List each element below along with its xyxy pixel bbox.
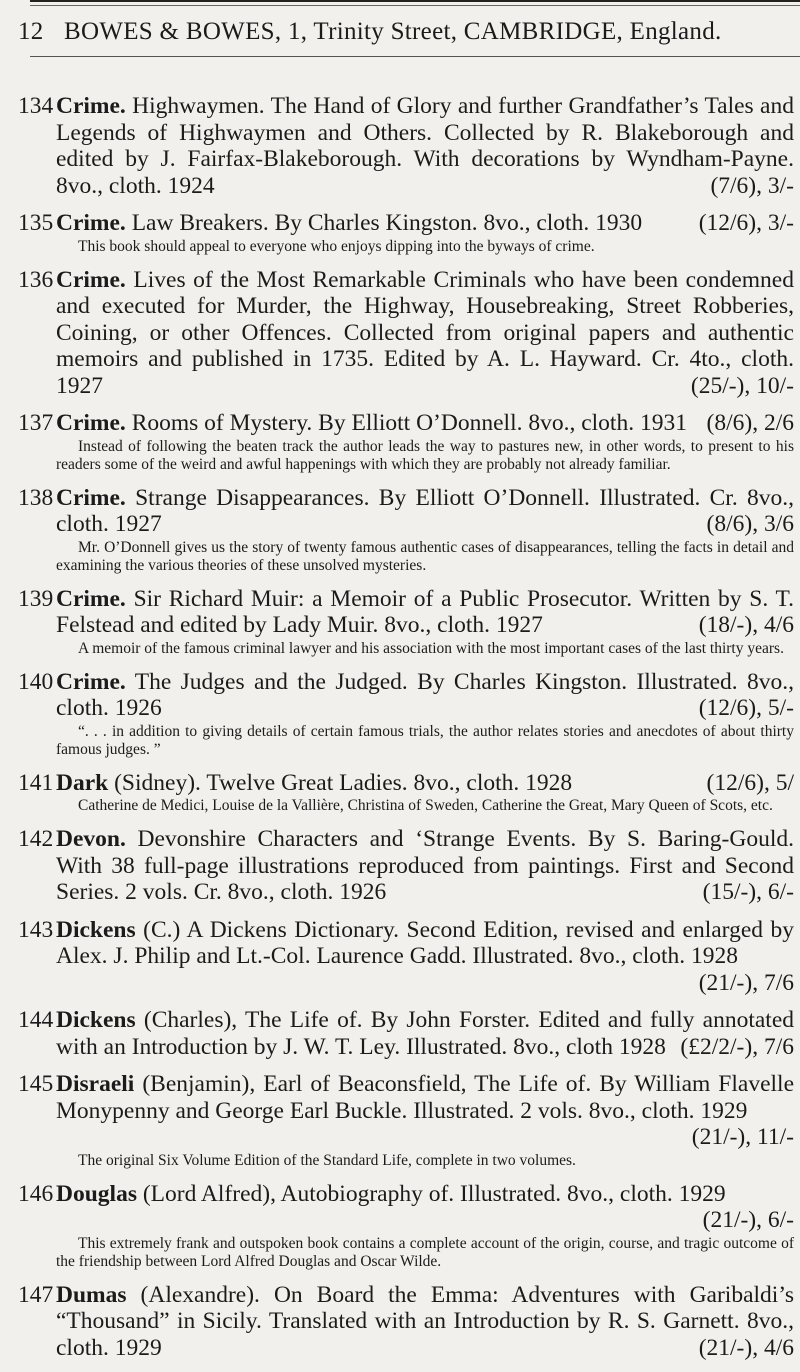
entry-heading: Crime. <box>56 484 126 511</box>
entry-heading: Dumas <box>56 1281 127 1308</box>
entry-description: (C.) A Dickens Dictionary. Second Edition, revised and enlarged by Alex. J. Philip and Lt.-Col. Laurence Gadd. Illustrated. 8vo., cloth. 1928 <box>56 916 794 969</box>
entry-description: (Sidney). Twelve Great Ladies. 8vo., cloth. 1928 <box>114 769 573 796</box>
catalogue-entry <box>18 770 794 816</box>
page-header <box>18 18 788 46</box>
entry-price: (18/-), 4/6 <box>698 612 794 638</box>
entry-number: 140 <box>18 668 54 695</box>
entry-description: Lives of the Most Remarkable Criminals who have been condemned and executed for Murder, the Highway, Housebreaking, Street Robberies, Coining, or other Offences. Collected from original papers and authentic memoirs and published in 1735. Edited by A. L. Hayward. Cr. 4to., cloth. 1927 <box>56 266 794 399</box>
entry-description: Devonshire Characters and ‘Strange Events. By S. Baring-Gould. With 38 full-page illustrations reproduced from paintings. First and Second Series. 2 vols. Cr. 8vo., cloth. 1926 <box>56 826 794 905</box>
entry-price: (7/6), 3/- <box>710 172 794 199</box>
entry-price: (8/6), 2/6 <box>706 410 794 436</box>
entry-description: Rooms of Mystery. By Elliott O’Donnell. 8vo., cloth. 1931 <box>131 410 687 436</box>
entry-number: 135 <box>18 210 54 236</box>
entry-number: 141 <box>18 769 54 796</box>
entry-number: 144 <box>18 1007 54 1033</box>
entry-price: (12/6), 5/- <box>698 695 794 721</box>
entry-heading: Devon. <box>56 826 126 852</box>
entry-note: This extremely frank and outspoken book contains a complete account of the origin, course, and tragic outcome of the friendship between Lord Alfred Douglas and Oscar Wilde. <box>56 1234 794 1270</box>
entry-heading: Crime. <box>56 266 126 293</box>
entry-note: Instead of following the beaten track the author leads the way to pastures new, in other words, to present to his readers some of the weird and awful happenings with which they are probably not already familiar. <box>56 437 794 473</box>
entry-number: 136 <box>18 266 54 293</box>
entry-description: (Alexandre). On Board the Emma: Adventures with Garibaldi’s “Thousand” in Sicily. Translated with an Introduction by R. S. Garnett. 8vo., cloth. 1929 <box>56 1281 794 1361</box>
entry-number: 147 <box>18 1281 54 1308</box>
entry-number: 146 <box>18 1180 54 1207</box>
catalogue-entry <box>18 485 794 575</box>
entry-price: (21/-), 11/- <box>691 1124 794 1150</box>
catalogue-entry <box>18 917 794 997</box>
entry-note: “. . . in addition to giving details of certain famous trials, the author relates stories and anecdotes of about thirty famous judges. ” <box>56 722 794 758</box>
entry-description: Law Breakers. By Charles Kingston. 8vo., cloth. 1930 <box>131 210 643 236</box>
catalogue-entry <box>18 669 794 759</box>
entry-heading: Crime. <box>56 585 126 612</box>
catalogue-entry <box>18 826 794 906</box>
entry-description: (Lord Alfred), Autobiography of. Illustrated. 8vo., cloth. 1929 <box>142 1180 726 1207</box>
entry-price: (12/6), 5/ <box>706 769 794 796</box>
entry-note: Mr. O’Donnell gives us the story of twenty famous authentic cases of disappearances, telling the facts in detail and examining the various theories of these unsolved mysteries. <box>56 538 794 574</box>
entry-description: Sir Richard Muir: a Memoir of a Public Prosecutor. Written by S. T. Felstead and edited by Lady Muir. 8vo., cloth. 1927 <box>56 585 795 638</box>
entry-heading: Dark <box>56 769 109 796</box>
entry-price: (8/6), 3/6 <box>706 511 794 537</box>
entry-heading: Crime. <box>56 210 126 236</box>
entry-number: 145 <box>18 1071 54 1097</box>
publisher-line: BOWES & BOWES, 1, Trinity Street, CAMBRIDGE, England. <box>64 18 722 45</box>
entry-number: 137 <box>18 410 54 436</box>
entry-heading: Dickens <box>56 916 136 943</box>
header-rule <box>30 56 800 57</box>
catalogue-entry <box>18 1071 794 1170</box>
entry-note: The original Six Volume Edition of the Standard Life, complete in two volumes. <box>78 1151 576 1169</box>
entry-number: 139 <box>18 585 54 612</box>
catalogue-entry <box>18 1007 794 1060</box>
entry-number: 142 <box>18 826 54 852</box>
entry-heading: Crime. <box>56 410 126 436</box>
entry-note: Catherine de Medici, Louise de la Vallière, Christina of Sweden, Catherine the Great, Mary Queen of Scots, etc. <box>78 797 773 814</box>
top-rule <box>30 0 800 6</box>
entry-description: (Benjamin), Earl of Beaconsfield, The Life of. By William Flavelle Monypenny and George Earl Buckle. Illustrated. 2 vols. 8vo., cloth. 1929 <box>56 1071 795 1124</box>
entry-description: The Judges and the Judged. By Charles Kingston. Illustrated. 8vo., cloth. 1926 <box>56 668 794 721</box>
catalogue-entry <box>18 410 794 474</box>
entry-description: Highwaymen. The Hand of Glory and further Grandfather’s Tales and Legends of Highwaymen and Others. Collected by R. Blakeborough and edited by J. Fairfax-Blakeborough. With decorations by Wyndham-Payne. 8vo., cloth. 1924 <box>56 93 794 199</box>
entry-price: (21/-), 7/6 <box>698 969 794 996</box>
catalogue-list <box>18 93 794 1372</box>
entry-heading: Douglas <box>56 1180 137 1207</box>
entry-price: (15/-), 6/- <box>702 879 794 905</box>
entry-price: (12/6), 3/- <box>698 210 794 236</box>
entry-price: (25/-), 10/- <box>690 372 794 399</box>
entry-heading: Crime. <box>56 668 126 695</box>
entry-price: (£2/2/-), 7/6 <box>680 1033 794 1060</box>
entry-note: This book should appeal to everyone who enjoys dipping into the byways of crime. <box>78 237 595 255</box>
entry-description: Strange Disappearances. By Elliott O’Donnell. Illustrated. Cr. 8vo., cloth. 1927 <box>56 484 794 537</box>
catalogue-entry <box>18 267 794 400</box>
catalogue-entry <box>18 1282 794 1362</box>
catalogue-entry <box>18 93 794 199</box>
entry-description: (Charles), The Life of. By John Forster. Edited and fully annotated with an Introduction by J. W. T. Ley. Illustrated. 8vo., cloth 1928 <box>56 1007 794 1060</box>
catalogue-entry <box>18 210 794 256</box>
page-number: 12 <box>18 18 44 45</box>
catalogue-entry <box>18 586 794 658</box>
entry-price: (21/-), 6/- <box>702 1207 794 1233</box>
entry-number: 143 <box>18 916 54 943</box>
entry-note: A memoir of the famous criminal lawyer and his association with the most important cases of the last thirty years. <box>78 639 784 657</box>
entry-number: 134 <box>18 93 54 119</box>
entry-heading: Dickens <box>56 1007 136 1033</box>
entry-heading: Disraeli <box>56 1071 135 1097</box>
catalogue-entry <box>18 1181 794 1271</box>
entry-heading: Crime. <box>56 93 126 119</box>
entry-number: 138 <box>18 484 54 511</box>
entry-price: (21/-), 4/6 <box>698 1334 794 1361</box>
